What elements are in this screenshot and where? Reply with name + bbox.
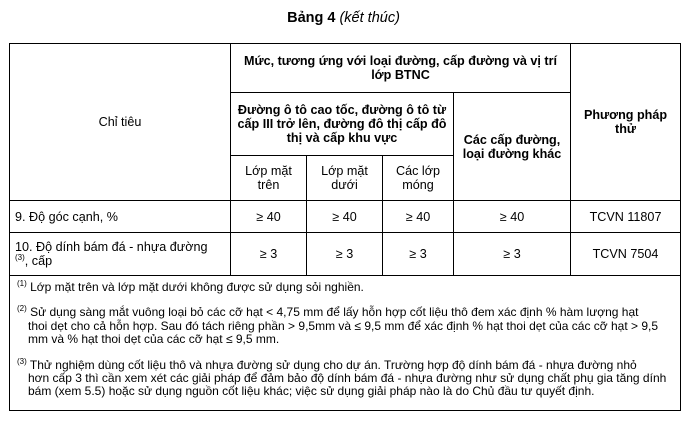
header-chi-tieu: Chỉ tiêu: [10, 44, 231, 201]
row-value-bottom: ≥ 3: [307, 233, 383, 276]
header-top-layer: Lớp mặt trên: [231, 156, 307, 201]
row-value-other: ≥ 40: [454, 201, 571, 233]
header-test-method: Phương pháp thử: [571, 44, 681, 201]
row-value-base: ≥ 3: [383, 233, 454, 276]
table-title: [0, 9, 687, 27]
row-label: 10. Độ dính bám đá - nhựa đường $^{(3)}$, cấp: [10, 233, 231, 276]
row-value-top: ≥ 3: [231, 233, 307, 276]
row-value-top: ≥ 40: [231, 201, 307, 233]
row-method: TCVN 11807: [571, 201, 681, 233]
row-value-other: ≥ 3: [454, 233, 571, 276]
header-group-level: Mức, tương ứng với loại đường, cấp đường và vị trí lớp BTNC: [231, 44, 571, 93]
row-value-bottom: ≥ 40: [307, 201, 383, 233]
row-label: 9. Độ góc cạnh, %: [10, 201, 231, 233]
row-value-base: ≥ 40: [383, 201, 454, 233]
header-bottom-layer: Lớp mặt dưới: [307, 156, 383, 201]
footnote-ref: (3): [15, 252, 25, 262]
table-title-suffix: (kết thúc): [339, 10, 400, 26]
header-base-layers: Các lớp móng: [383, 156, 454, 201]
footnote: $^{(3)}$ Thử nghiệm dùng cốt liệu thô và nhựa đường sử dụng cho dự án. Trường hợp độ dính bám đá - nhựa đường nhỏ hơn cấp 3 thì cần xem xét các giải pháp để đảm bảo độ dính bám đá - nhựa đường như sử dụng chất phụ gia tăng dính bám (xem 5.5) hoặc sử dụng nguồn cốt liệu khác; việc sử dụng giải pháp nào là do Chủ đầu tư quyết định.: [17, 356, 667, 399]
footnote: $^{(1)}$ Lớp mặt trên và lớp mặt dưới không được sử dụng sỏi nghiền.: [17, 279, 364, 294]
spec-table: [9, 43, 681, 411]
header-other-roads: Các cấp đường, loại đường khác: [454, 93, 571, 201]
table-row: [10, 201, 681, 233]
header-highway-group: Đường ô tô cao tốc, đường ô tô từ cấp III trở lên, đường đô thị cấp đô thị và cấp khu vực: [231, 93, 454, 156]
footnotes: [10, 276, 681, 411]
table-title-number: Bảng 4: [287, 10, 336, 26]
row-method: TCVN 7504: [571, 233, 681, 276]
table-row: [10, 233, 681, 276]
footnote: $^{(2)}$ Sử dụng sàng mắt vuông loại bỏ các cỡ hạt < 4,75 mm để lấy hỗn hợp cốt liệu thô đem xác định % hàm lượng hạt thoi dẹt cho cả hỗn hợp. Sau đó tách riêng phần > 9,5mm và ≤ 9,5 mm để xác định % hạt thoi dẹt của các cỡ hạt > 9,5 mm và % hạt thoi dẹt của các cỡ hạt ≤ 9,5 mm.: [17, 304, 659, 347]
